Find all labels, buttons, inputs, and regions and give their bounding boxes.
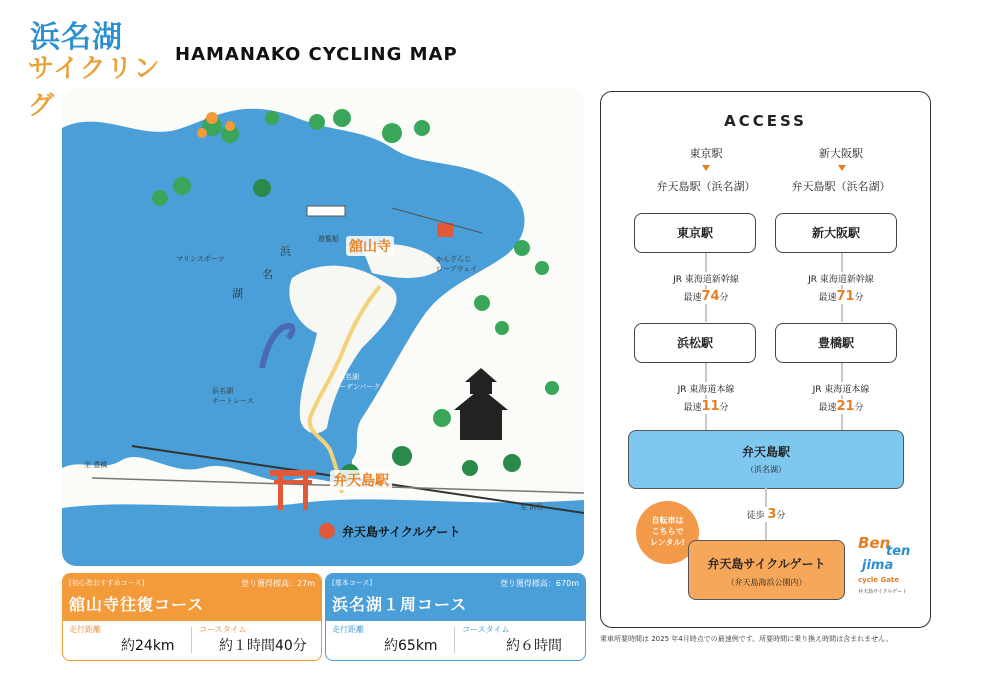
course-card-header bbox=[63, 574, 321, 621]
lake-char-3: 湖 bbox=[232, 287, 243, 300]
label-garden-1: 浜名湖 bbox=[338, 373, 359, 381]
time-value: 約１時間40分 bbox=[219, 638, 307, 654]
access-panel bbox=[600, 91, 931, 628]
time-label: コースタイム bbox=[199, 625, 247, 634]
poi-kanzanji: 舘山寺 bbox=[346, 236, 394, 256]
distance-value: 約24km bbox=[121, 638, 175, 654]
course-name: 舘山寺往復コース bbox=[69, 595, 205, 614]
access-title: ACCESS bbox=[724, 112, 807, 130]
left-destination: 弁天島駅（浜名湖） bbox=[656, 180, 756, 193]
rental-badge: 自転車は こちらで レンタル! bbox=[636, 501, 699, 564]
label-to-hamamatsu: 至 浜松 bbox=[520, 503, 544, 511]
pleasure-boat bbox=[307, 206, 345, 216]
time-value: 約６時間 bbox=[506, 638, 562, 654]
station-shin-osaka[interactable]: 新大阪駅 bbox=[775, 213, 897, 253]
poi-bentenjima-station: 弁天島駅 bbox=[330, 470, 392, 490]
course-name: 浜名湖１周コース bbox=[332, 595, 468, 614]
course-tag: [初心者おすすめコース] bbox=[69, 579, 145, 587]
station-hamamatsu[interactable]: 浜松駅 bbox=[634, 323, 756, 363]
cycle-gate-name: 弁天島サイクルゲート bbox=[707, 557, 826, 571]
course-elevation-gain: 登り獲得標高：27m bbox=[241, 579, 315, 588]
down-arrow-icon bbox=[702, 165, 710, 171]
gate-bicycle-marker bbox=[319, 523, 335, 539]
line-name: JR 東海道新幹線 bbox=[766, 272, 916, 285]
bentenjima-sub: （浜名湖） bbox=[746, 465, 786, 474]
right-destination: 弁天島駅（浜名湖） bbox=[791, 180, 891, 193]
logo-line-2: サイクリング bbox=[28, 54, 161, 121]
lake-char-2: 名 bbox=[262, 268, 273, 281]
down-arrow-icon bbox=[838, 165, 846, 171]
fastest-time: 最速74分 bbox=[631, 289, 781, 304]
page-title: HAMANAKO CYCLING MAP bbox=[175, 44, 458, 65]
distance-value: 約65km bbox=[384, 638, 438, 654]
label-ropeway-2: ロープウェイ bbox=[436, 265, 478, 273]
castle bbox=[454, 368, 508, 440]
lake-char-1: 浜 bbox=[280, 245, 291, 258]
course-tag: [基本コース] bbox=[332, 579, 373, 587]
label-ropeway-1: かんざんじ bbox=[436, 255, 471, 263]
label-boatrace-2: ボートレース bbox=[212, 397, 254, 405]
course-card-body bbox=[326, 621, 585, 659]
poi-cycle-gate: 弁天島サイクルゲート bbox=[342, 525, 461, 539]
station-tokyo[interactable]: 東京駅 bbox=[634, 213, 756, 253]
station-bentenjima[interactable] bbox=[628, 430, 904, 489]
left-origin: 東京駅 bbox=[689, 147, 723, 160]
time-label: コースタイム bbox=[462, 625, 510, 634]
fastest-time: 最速21分 bbox=[766, 399, 916, 414]
distance-label: 走行距離 bbox=[332, 625, 364, 634]
course-card-header bbox=[326, 574, 585, 621]
distance-label: 走行距離 bbox=[69, 625, 101, 634]
cycle-gate-box[interactable] bbox=[688, 540, 845, 600]
ropeway-car bbox=[437, 223, 453, 237]
course-elevation-gain: 登り獲得標高：670m bbox=[499, 579, 579, 588]
bentenjima-cycle-gate-logo: Ben ten jima cycle Gate 弁天島サイクルゲート bbox=[858, 534, 911, 595]
card-divider bbox=[191, 627, 192, 653]
fastest-time: 最速71分 bbox=[766, 289, 916, 304]
label-marine-sports: マリンスポーツ bbox=[176, 255, 225, 263]
bentenjima-name: 弁天島駅 bbox=[741, 445, 790, 459]
fastest-time: 最速11分 bbox=[631, 399, 781, 414]
footnote: 乗車所要時間は 2025 年4月時点での最速例です。所要時間に乗り換え時間は含まれません。 bbox=[600, 635, 893, 643]
label-boatrace-1: 浜名湖 bbox=[212, 387, 233, 395]
cycle-gate-sub: （弁天島海浜公園内） bbox=[726, 578, 807, 587]
label-pleasure-boat: 遊覧船 bbox=[318, 235, 339, 243]
label-garden-2: ガーデンパーク bbox=[332, 383, 381, 391]
right-origin: 新大阪駅 bbox=[819, 147, 863, 160]
map-graphic bbox=[62, 88, 584, 566]
course-card-body bbox=[63, 621, 321, 659]
line-name: JR 東海道新幹線 bbox=[631, 272, 781, 285]
course-card-lake-loop[interactable] bbox=[325, 573, 586, 661]
logo-line-1: 浜名湖 bbox=[30, 20, 123, 55]
card-divider bbox=[454, 627, 455, 653]
course-card-kanzanji[interactable] bbox=[62, 573, 322, 661]
station-toyohashi[interactable]: 豊橋駅 bbox=[775, 323, 897, 363]
line-name: JR 東海道本線 bbox=[631, 382, 781, 395]
cycling-map bbox=[62, 88, 584, 566]
walk-time: 徒歩 3分 bbox=[731, 507, 801, 522]
label-to-toyohashi: 至 豊橋 bbox=[84, 461, 108, 469]
line-name: JR 東海道本線 bbox=[766, 382, 916, 395]
